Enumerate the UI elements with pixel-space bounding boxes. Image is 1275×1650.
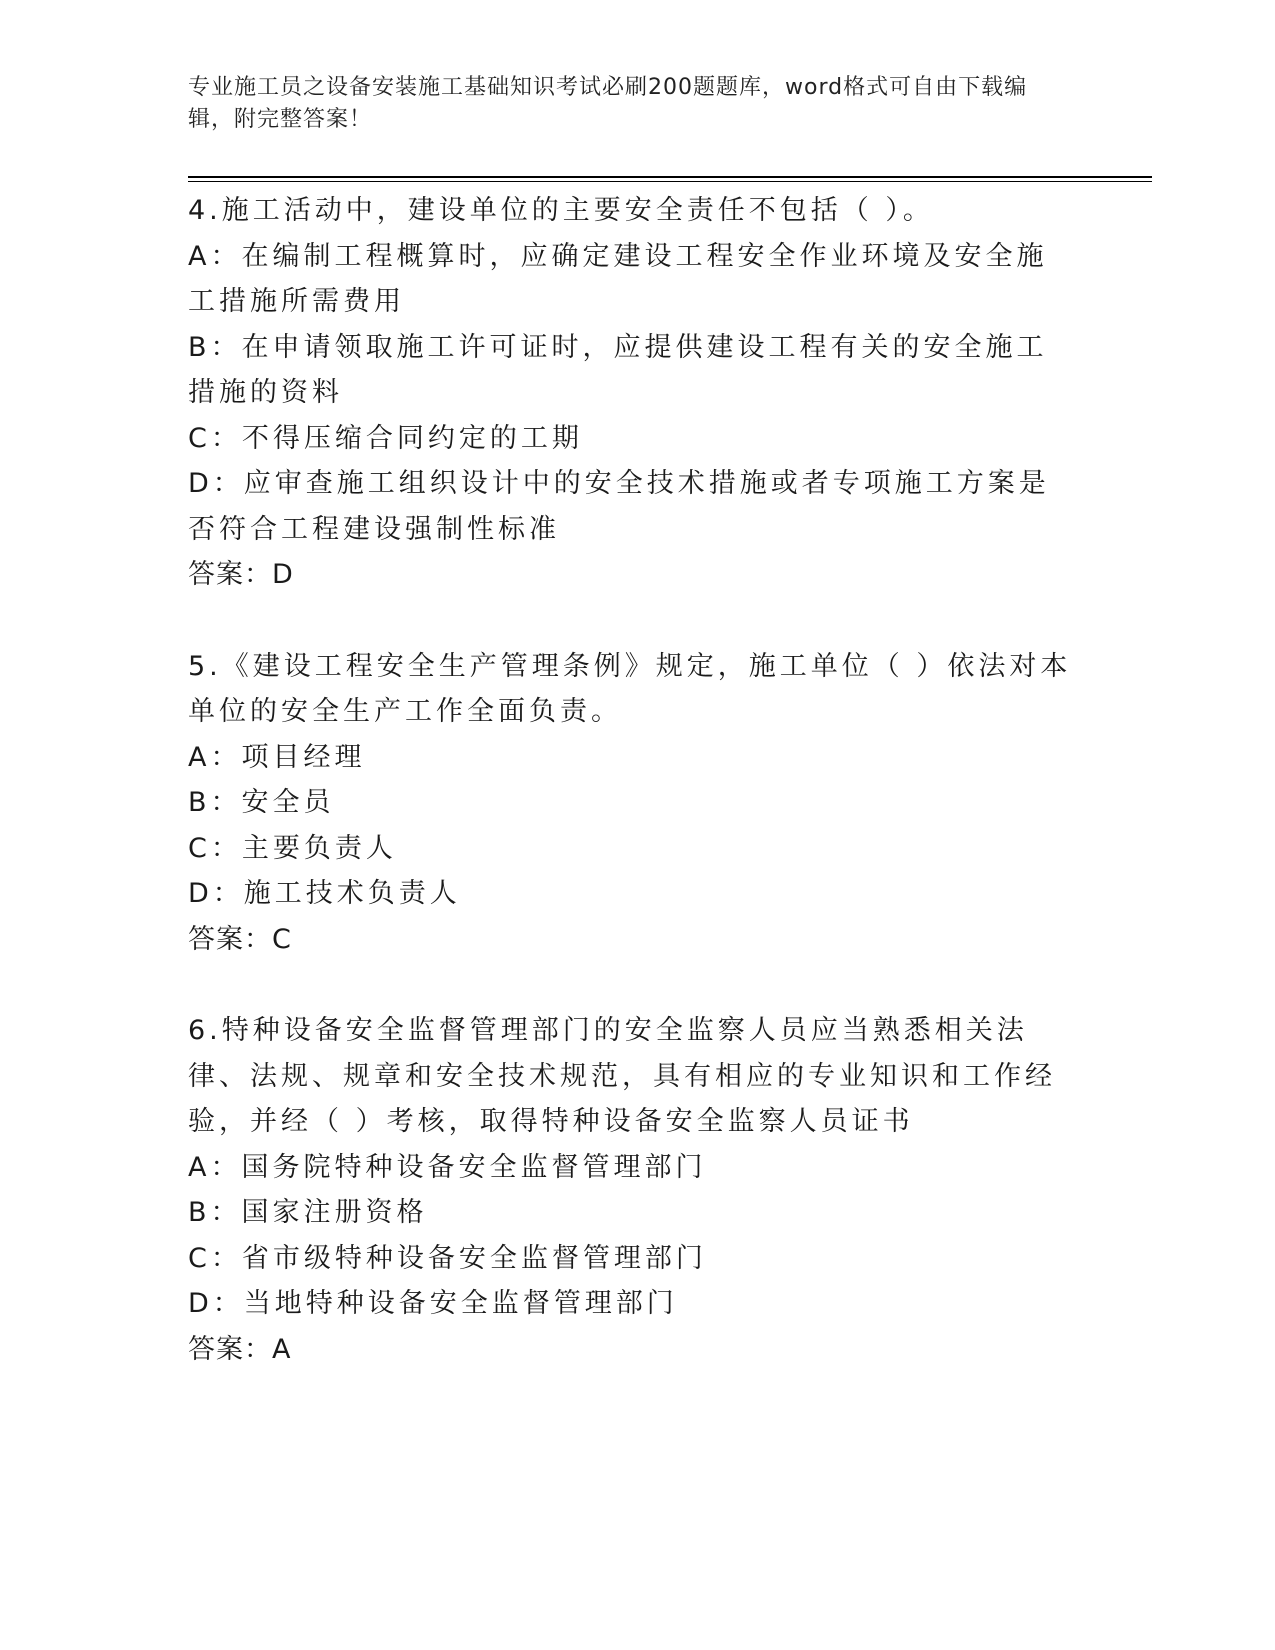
answer: 答案：A	[188, 1333, 292, 1365]
option-d: D：当地特种设备安全监督管理部门	[188, 1288, 678, 1319]
option-b: B：国家注册资格	[188, 1197, 428, 1228]
answer: 答案：D	[188, 559, 294, 590]
option-c: C：主要负责人	[188, 832, 397, 864]
answer: 答案：C	[188, 923, 292, 955]
option-d: D：施工技术负责人	[188, 878, 461, 909]
option-c: C：不得压缩合同约定的工期	[188, 422, 583, 454]
document-header: 专业施工员之设备安装施工基础知识考试必刷200题题库，word格式可自由下载编辑，附完整答案！	[188, 75, 1028, 132]
question-4	[188, 188, 1078, 598]
option-c: C：省市级特种设备安全监督管理部门	[188, 1242, 707, 1274]
question-list	[188, 188, 1078, 1418]
option-d: D：应审查施工组织设计中的安全技术措施或者专项施工方案是否符合工程建设强制性标准	[188, 468, 1050, 545]
option-a: A：项目经理	[188, 741, 366, 773]
option-b: B：安全员	[188, 787, 335, 818]
option-b: B：在申请领取施工许可证时，应提供建设工程有关的安全施工措施的资料	[188, 331, 1048, 408]
question-stem: 6.特种设备安全监督管理部门的安全监察人员应当熟悉相关法律、法规、规章和安全技术规范，具有相应的专业知识和工作经验，并经（ ）考核，取得特种设备安全监察人员证书	[188, 1015, 1056, 1137]
question-stem: 5.《建设工程安全生产管理条例》规定，施工单位（ ）依法对本单位的安全生产工作全面负责。	[188, 650, 1072, 727]
option-a: A：国务院特种设备安全监督管理部门	[188, 1151, 707, 1183]
question-5	[188, 644, 1078, 963]
question-stem: 4.施工活动中，建设单位的主要安全责任不包括（ ）。	[188, 195, 934, 226]
question-6	[188, 1008, 1078, 1372]
header-divider-thin	[188, 181, 1152, 182]
option-a: A：在编制工程概算时，应确定建设工程安全作业环境及安全施工措施所需费用	[188, 240, 1048, 317]
header-divider-thick	[188, 176, 1152, 178]
